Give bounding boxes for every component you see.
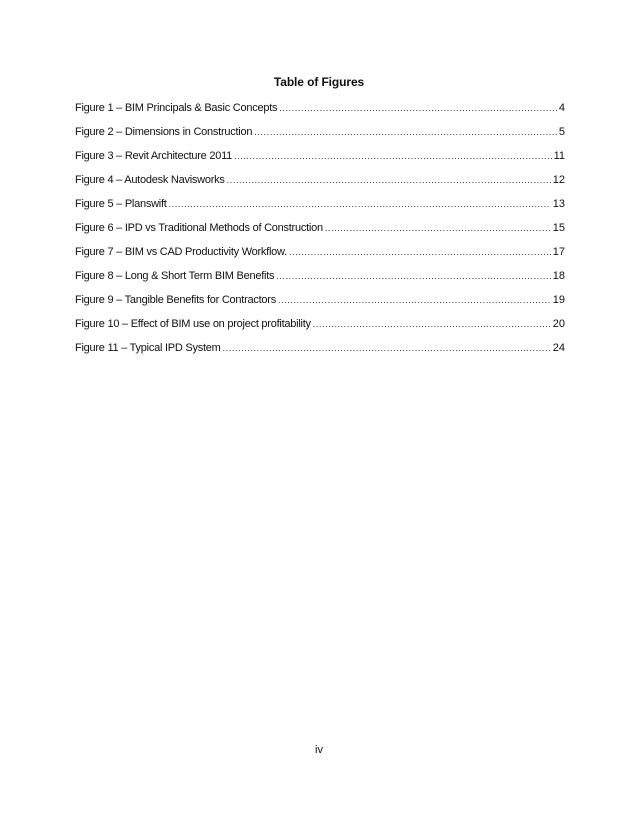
dot-leader bbox=[278, 288, 551, 312]
toc-entry[interactable] bbox=[75, 312, 565, 336]
toc-entry[interactable] bbox=[75, 240, 565, 264]
toc-entry-label: Figure 10 – Effect of BIM use on project profitability bbox=[75, 318, 311, 330]
toc-entry-page: 20 bbox=[552, 318, 565, 330]
toc-entry-page: 19 bbox=[552, 294, 565, 306]
toc-entry-page: 15 bbox=[552, 222, 565, 234]
dot-leader bbox=[223, 336, 551, 360]
dot-leader bbox=[289, 240, 551, 264]
dot-leader bbox=[169, 192, 551, 216]
toc-entry-page: 4 bbox=[558, 102, 565, 114]
dot-leader bbox=[276, 264, 550, 288]
dot-leader bbox=[254, 120, 557, 144]
toc-entry-label: Figure 1 – BIM Principals & Basic Concepts bbox=[75, 102, 278, 114]
dot-leader bbox=[313, 312, 551, 336]
page-number: iv bbox=[315, 744, 323, 756]
toc-entry-label: Figure 6 – IPD vs Traditional Methods of Construction bbox=[75, 222, 323, 234]
toc-entry[interactable] bbox=[75, 288, 565, 312]
toc-entry-page: 11 bbox=[553, 150, 565, 162]
toc-entry-page: 13 bbox=[552, 198, 565, 210]
toc-entry-page: 5 bbox=[558, 126, 565, 138]
table-of-figures-list bbox=[75, 96, 565, 360]
toc-entry[interactable] bbox=[75, 192, 565, 216]
toc-entry-page: 18 bbox=[552, 270, 565, 282]
toc-entry-label: Figure 9 – Tangible Benefits for Contractors bbox=[75, 294, 276, 306]
dot-leader bbox=[227, 168, 551, 192]
toc-entry[interactable] bbox=[75, 144, 565, 168]
toc-entry[interactable] bbox=[75, 120, 565, 144]
toc-entry-label: Figure 11 – Typical IPD System bbox=[75, 342, 221, 354]
toc-entry-label: Figure 8 – Long & Short Term BIM Benefits bbox=[75, 270, 275, 282]
toc-entry-label: Figure 5 – Planswift bbox=[75, 198, 167, 210]
dot-leader bbox=[279, 96, 557, 120]
toc-entry-label: Figure 2 – Dimensions in Construction bbox=[75, 126, 253, 138]
toc-entry-label: Figure 3 – Revit Architecture 2011 bbox=[75, 150, 232, 162]
toc-entry[interactable] bbox=[75, 336, 565, 360]
toc-entry-label: Figure 4 – Autodesk Navisworks bbox=[75, 174, 225, 186]
toc-entry[interactable] bbox=[75, 216, 565, 240]
toc-entry-page: 24 bbox=[552, 342, 565, 354]
page-title: Table of Figures bbox=[273, 75, 365, 89]
toc-entry-label: Figure 7 – BIM vs CAD Productivity Workflow. bbox=[75, 246, 287, 258]
dot-leader bbox=[234, 144, 552, 168]
toc-entry[interactable] bbox=[75, 96, 565, 120]
toc-entry[interactable] bbox=[75, 264, 565, 288]
toc-entry-page: 17 bbox=[552, 246, 565, 258]
dot-leader bbox=[325, 216, 551, 240]
toc-entry-page: 12 bbox=[552, 174, 565, 186]
toc-entry[interactable] bbox=[75, 168, 565, 192]
